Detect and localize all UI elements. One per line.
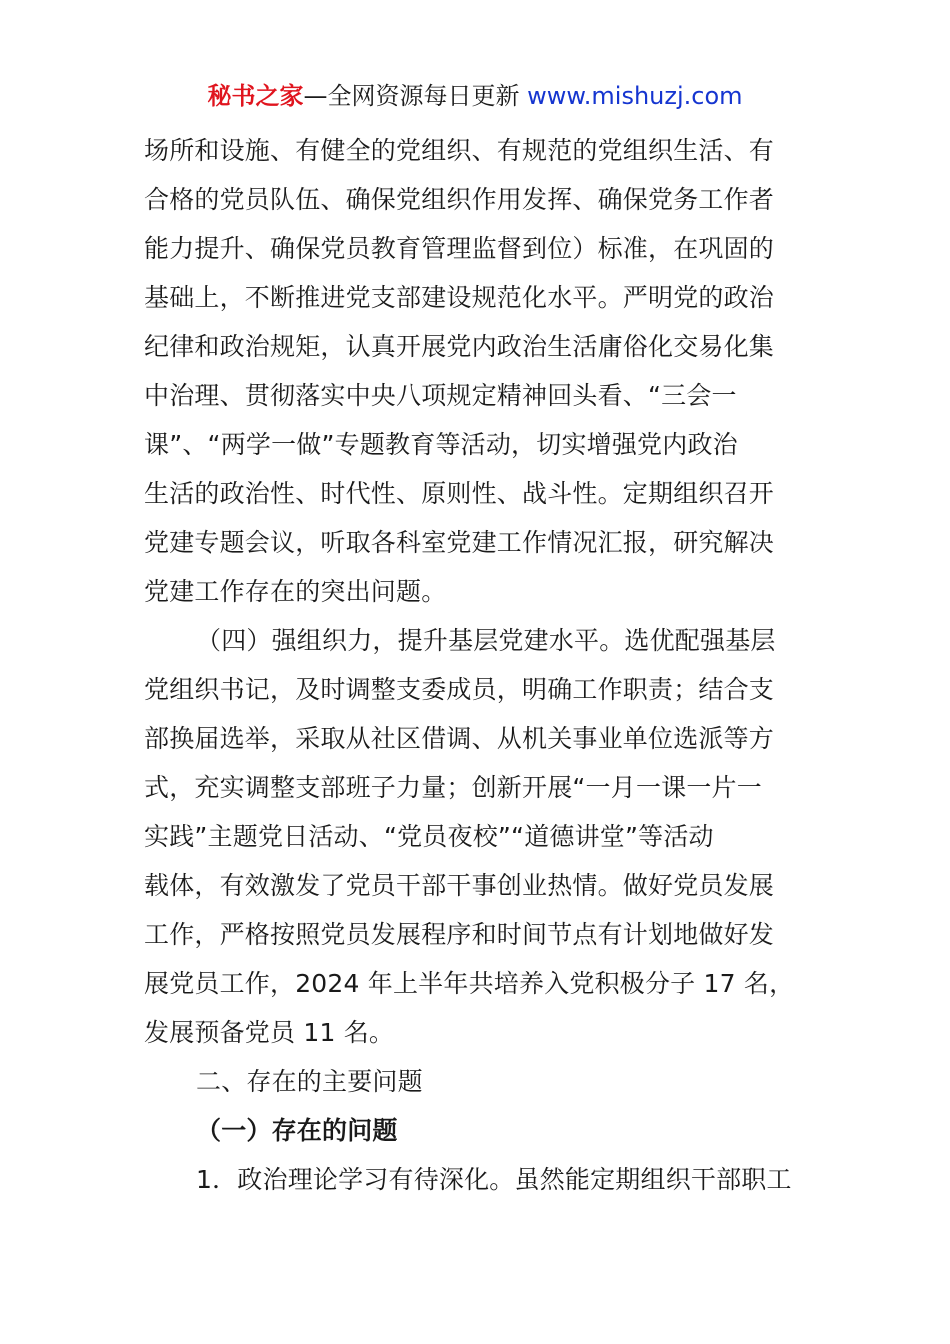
text-line: 实践”主题党日活动、“党员夜校”“道德讲堂”等活动 xyxy=(144,822,714,851)
text-line: 生活的政治性、时代性、原则性、战斗性。定期组织召开 xyxy=(144,479,775,508)
site-tagline: —全网资源每日更新 xyxy=(303,82,528,110)
text-line: 纪律和政治规矩，认真开展党内政治生活庸俗化交易化集 xyxy=(144,332,775,361)
text-line: 合格的党员队伍、确保党组织作用发挥、确保党务工作者 xyxy=(144,185,775,214)
text-line: 课”、“两学一做”专题教育等活动，切实增强党内政治 xyxy=(144,430,738,459)
text-line: 式，充实调整支部班子力量；创新开展“一月一课一片一 xyxy=(144,773,762,802)
text-line: 载体，有效激发了党员干部干事创业热情。做好党员发展 xyxy=(144,871,775,900)
text-line: 工作，严格按照党员发展程序和时间节点有计划地做好发 xyxy=(144,920,775,949)
text-line: 展党员工作，2024 年上半年共培养入党积极分子 17 名， xyxy=(144,969,795,998)
text-line: 党建工作存在的突出问题。 xyxy=(144,577,447,606)
text-line: 中治理、贯彻落实中央八项规定精神回头看、“三会一 xyxy=(144,381,737,410)
text-line: （四）强组织力，提升基层党建水平。选优配强基层 xyxy=(196,626,776,655)
text-line: 党建专题会议，听取各科室党建工作情况汇报，研究解决 xyxy=(144,528,775,557)
text-line: 部换届选举，采取从社区借调、从机关事业单位选派等方 xyxy=(144,724,775,753)
text-line: 党组织书记，及时调整支委成员，明确工作职责；结合支 xyxy=(144,675,775,704)
text-line: 二、存在的主要问题 xyxy=(196,1067,423,1096)
site-brand: 秘书之家 xyxy=(207,82,304,110)
text-line: 1．政治理论学习有待深化。虽然能定期组织干部职工 xyxy=(196,1165,792,1194)
site-url[interactable]: www.mishuzj.com xyxy=(527,82,743,110)
site-header xyxy=(0,80,950,112)
text-line: 发展预备党员 11 名。 xyxy=(144,1018,395,1047)
text-line: 场所和设施、有健全的党组织、有规范的党组织生活、有 xyxy=(144,136,775,165)
text-line: 基础上，不断推进党支部建设规范化水平。严明党的政治 xyxy=(144,283,775,312)
text-line: 能力提升、确保党员教育管理监督到位）标准，在巩固的 xyxy=(144,234,775,263)
text-line: （一）存在的问题 xyxy=(196,1116,398,1145)
document-body xyxy=(144,126,812,1204)
